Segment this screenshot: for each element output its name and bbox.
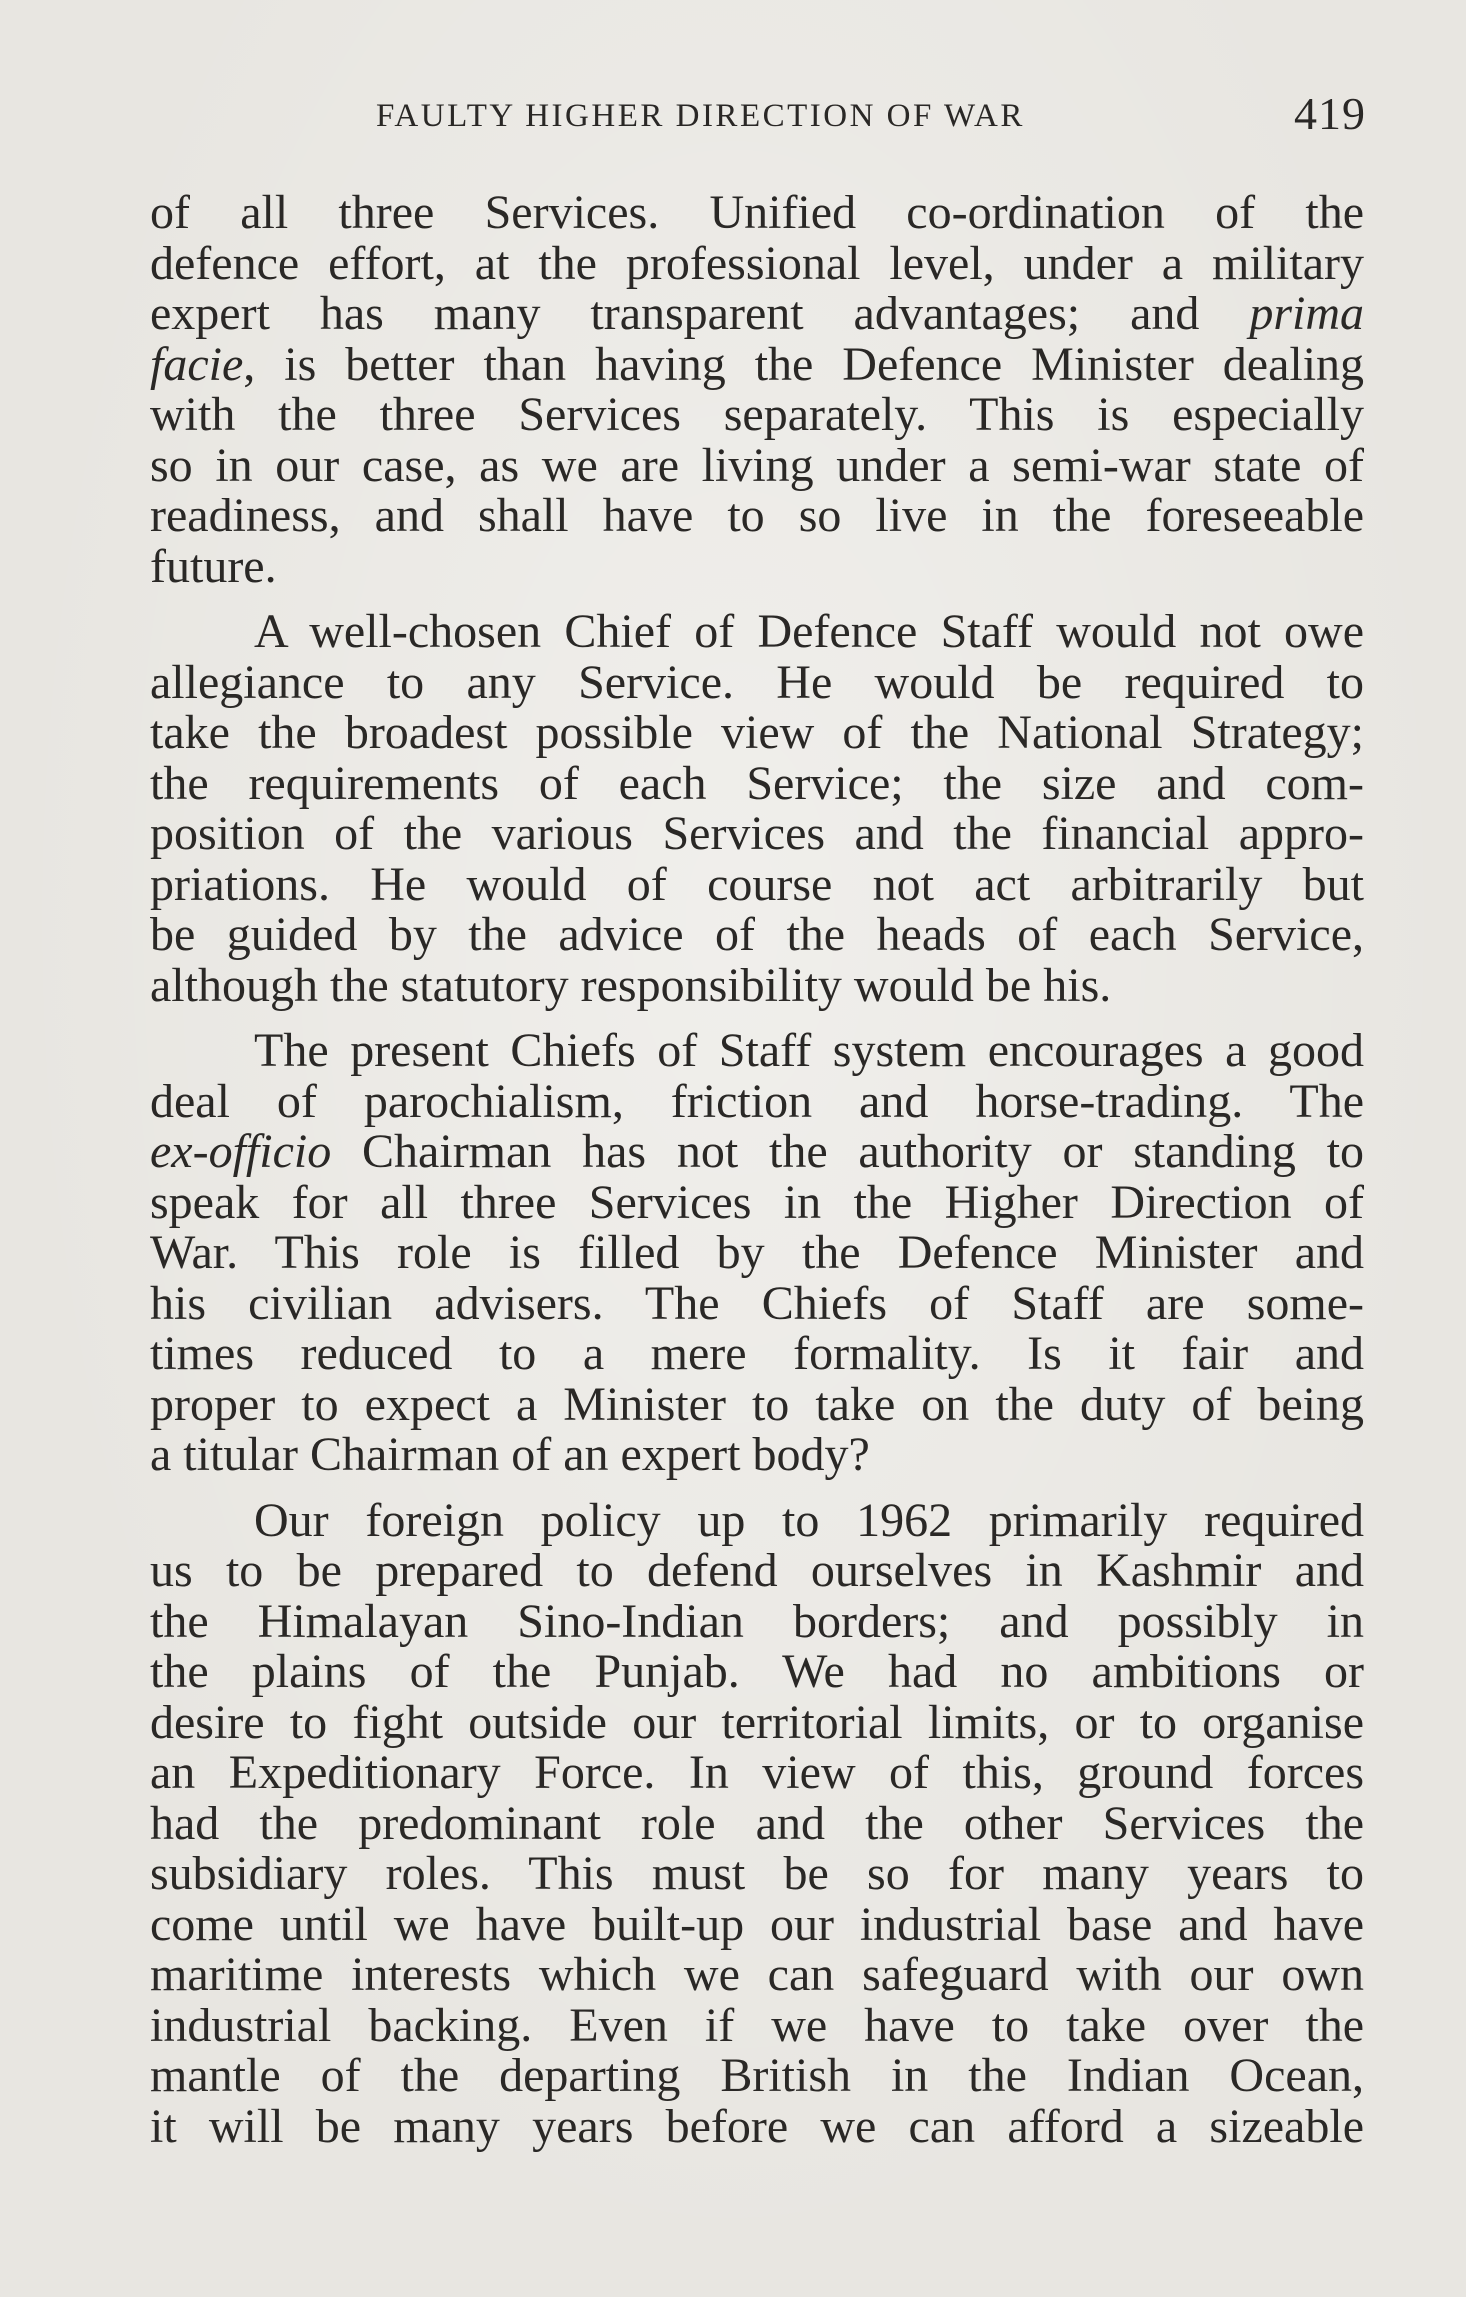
text-line: times reduced to a mere formality. Is it fair and <box>150 1327 1364 1380</box>
text-line: a titular Chairman of an expert body? <box>150 1428 870 1481</box>
text-line: although the statutory responsibility would be his. <box>150 958 1112 1012</box>
text-line: War. This role is filled by the Defence Minister and <box>150 1226 1364 1279</box>
text-line: ex-officio Chairman has not the authority or standing to <box>150 1125 1365 1178</box>
text-line: mantle of the departing British in the Indian Ocean, <box>150 2049 1364 2102</box>
paragraph-1 <box>150 188 1364 592</box>
text-line: the requirements of each Service; the size and com- <box>150 756 1364 810</box>
text-line: expert has many transparent advantages; and prima <box>150 287 1364 340</box>
running-head: FAULTY HIGHER DIRECTION OF WAR <box>376 98 1025 134</box>
text-line: The present Chiefs of Staff system encourages a good <box>254 1024 1364 1077</box>
paragraph-4 <box>150 1493 1364 2153</box>
text-line: take the broadest possible view of the National Strategy; <box>150 706 1364 759</box>
text-line: defence effort, at the professional level, under a military <box>150 236 1364 290</box>
body-text <box>150 188 1364 2152</box>
text-line: of all three Services. Unified co-ordination of the <box>150 186 1364 239</box>
text-line: so in our case, as we are living under a semi-war state of <box>150 438 1364 492</box>
text-line: allegiance to any Service. He would be required to <box>150 655 1364 709</box>
text-line: it will be many years before we can afford a sizeable <box>150 2099 1364 2153</box>
text-line: us to be prepared to defend ourselves in Kashmir and <box>150 1544 1364 1597</box>
text-line: had the predominant role and the other Services the <box>150 1796 1364 1850</box>
text-line: Our foreign policy up to 1962 primarily required <box>254 1493 1364 1547</box>
text-line: maritime interests which we can safeguard with our own <box>150 1948 1364 2001</box>
text-line: desire to fight outside our territorial limits, or to organise <box>150 1695 1364 1749</box>
text-line: the Himalayan Sino-Indian borders; and possibly in <box>150 1594 1364 1648</box>
text-line: priations. He would of course not act arbitrarily but <box>150 857 1364 911</box>
text-line: speak for all three Services in the Higher Direction of <box>150 1175 1364 1229</box>
paragraph-3 <box>150 1026 1364 1481</box>
text-line: with the three Services separately. This is especially <box>150 388 1364 441</box>
text-line: the plains of the Punjab. We had no ambitions or <box>150 1645 1364 1698</box>
text-line: subsidiary roles. This must be so for many years to <box>150 1847 1364 1900</box>
text-line: position of the various Services and the financial appro- <box>150 807 1364 860</box>
text-line: facie, is better than having the Defence Minister dealing <box>150 337 1365 391</box>
text-line: his civilian advisers. The Chiefs of Staff are some- <box>150 1276 1364 1330</box>
paragraph-2 <box>150 607 1364 1011</box>
text-line: come until we have built-up our industrial base and have <box>150 1897 1364 1951</box>
text-line: A well-chosen Chief of Defence Staff would not owe <box>254 605 1364 658</box>
text-line: an Expeditionary Force. In view of this, ground forces <box>150 1746 1364 1799</box>
text-line: industrial backing. Even if we have to take over the <box>150 1998 1364 2052</box>
text-line: be guided by the advice of the heads of each Service, <box>150 908 1364 961</box>
text-line: proper to expect a Minister to take on the duty of being <box>150 1377 1364 1431</box>
page-number: 419 <box>1294 88 1366 139</box>
text-line: deal of parochialism, friction and horse-trading. The <box>150 1074 1364 1128</box>
text-line: readiness, and shall have to so live in the foreseeable <box>150 489 1364 542</box>
text-line: future. <box>150 539 277 593</box>
